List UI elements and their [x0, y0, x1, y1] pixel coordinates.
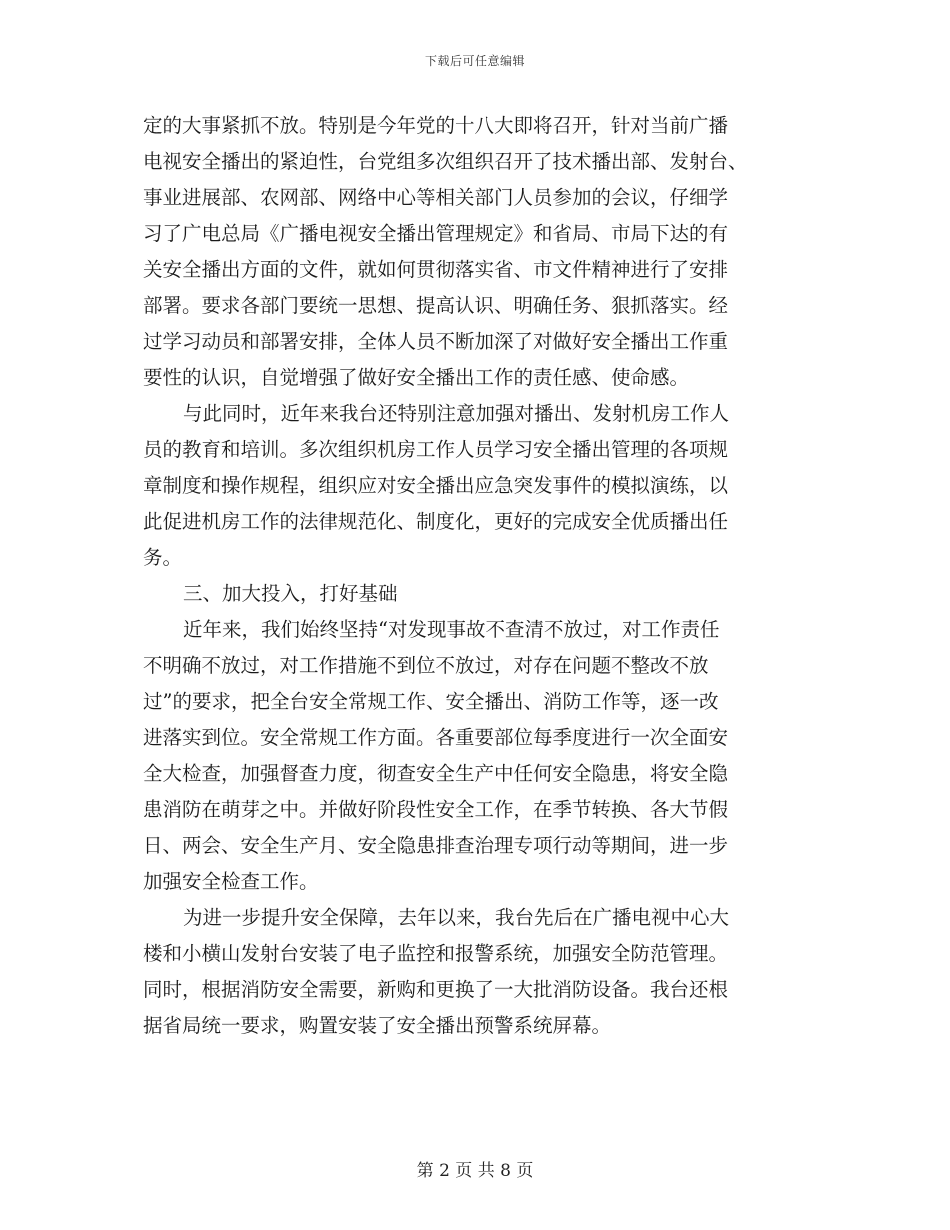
- text-line: 为进一步提升安全保障，去年以来，我台先后在广播电视中心大: [183, 906, 730, 929]
- text-line: 部署。要求各部门要统一思想、提高认识、明确任务、狠抓落实。经: [143, 294, 729, 317]
- text-line: 日、两会、安全生产月、安全隐患排查治理专项行动等期间，进一步: [143, 834, 729, 857]
- text-line: 此促进机房工作的法律规范化、制度化，更好的完成安全优质播出任: [143, 510, 729, 533]
- text-line: 要性的认识，自觉增强了做好安全播出工作的责任感、使命感。: [143, 366, 690, 389]
- paragraph: [143, 108, 808, 396]
- paragraph: [143, 396, 808, 576]
- text-line: 进落实到位。安全常规工作方面。各重要部位每季度进行一次全面安: [143, 726, 729, 749]
- section-heading: [143, 576, 808, 612]
- text-line: 据省局统一要求，购置安装了安全播出预警系统屏幕。: [143, 1014, 612, 1037]
- text-line: 定的大事紧抓不放。特别是今年党的十八大即将召开，针对当前广播: [143, 114, 729, 137]
- heading-text: 三、加大投入，打好基础: [183, 582, 398, 605]
- text-line: 楼和小横山发射台安装了电子监控和报警系统，加强安全防范管理。: [143, 942, 729, 965]
- text-line: 与此同时，近年来我台还特别注意加强对播出、发射机房工作人: [183, 402, 730, 425]
- text-line: 电视安全播出的紧迫性，台党组多次组织召开了技术播出部、发射台、: [143, 150, 748, 173]
- text-line: 过”的要求，把全台安全常规工作、安全播出、消防工作等，逐一改: [143, 690, 719, 713]
- text-line: 员的教育和培训。多次组织机房工作人员学习安全播出管理的各项规: [143, 438, 729, 461]
- text-line: 务。: [143, 546, 183, 569]
- document-body: [143, 108, 808, 1044]
- paragraph: [143, 900, 808, 1044]
- text-line: 章制度和操作规程，组织应对安全播出应急突发事件的模拟演练，以: [143, 474, 729, 497]
- text-line: 患消防在萌芽之中。并做好阶段性安全工作，在季节转换、各大节假: [143, 798, 729, 821]
- paragraph: [143, 612, 808, 900]
- text-line: 同时，根据消防安全需要，新购和更换了一大批消防设备。我台还根: [143, 978, 729, 1001]
- text-line: 全大检查，加强督查力度，彻查安全生产中任何安全隐患，将安全隐: [143, 762, 729, 785]
- text-line: 加强安全检查工作。: [143, 870, 319, 893]
- text-line: 过学习动员和部署安排，全体人员不断加深了对做好安全播出工作重: [143, 330, 729, 353]
- page-header: 下载后可任意编辑: [424, 54, 525, 68]
- text-line: 关安全播出方面的文件，就如何贯彻落实省、市文件精神进行了安排: [143, 258, 729, 281]
- text-line: 习了广电总局《广播电视安全播出管理规定》和省局、市局下达的有: [143, 222, 729, 245]
- page-number: 第 2 页 共 8 页: [416, 1161, 534, 1181]
- text-line: 不明确不放过，对工作措施不到位不放过，对存在问题不整改不放: [143, 654, 709, 677]
- text-line: 事业进展部、农网部、网络中心等相关部门人员参加的会议，仔细学: [143, 186, 729, 209]
- text-line: 近年来，我们始终坚持“对发现事故不查清不放过，对工作责任: [183, 618, 720, 641]
